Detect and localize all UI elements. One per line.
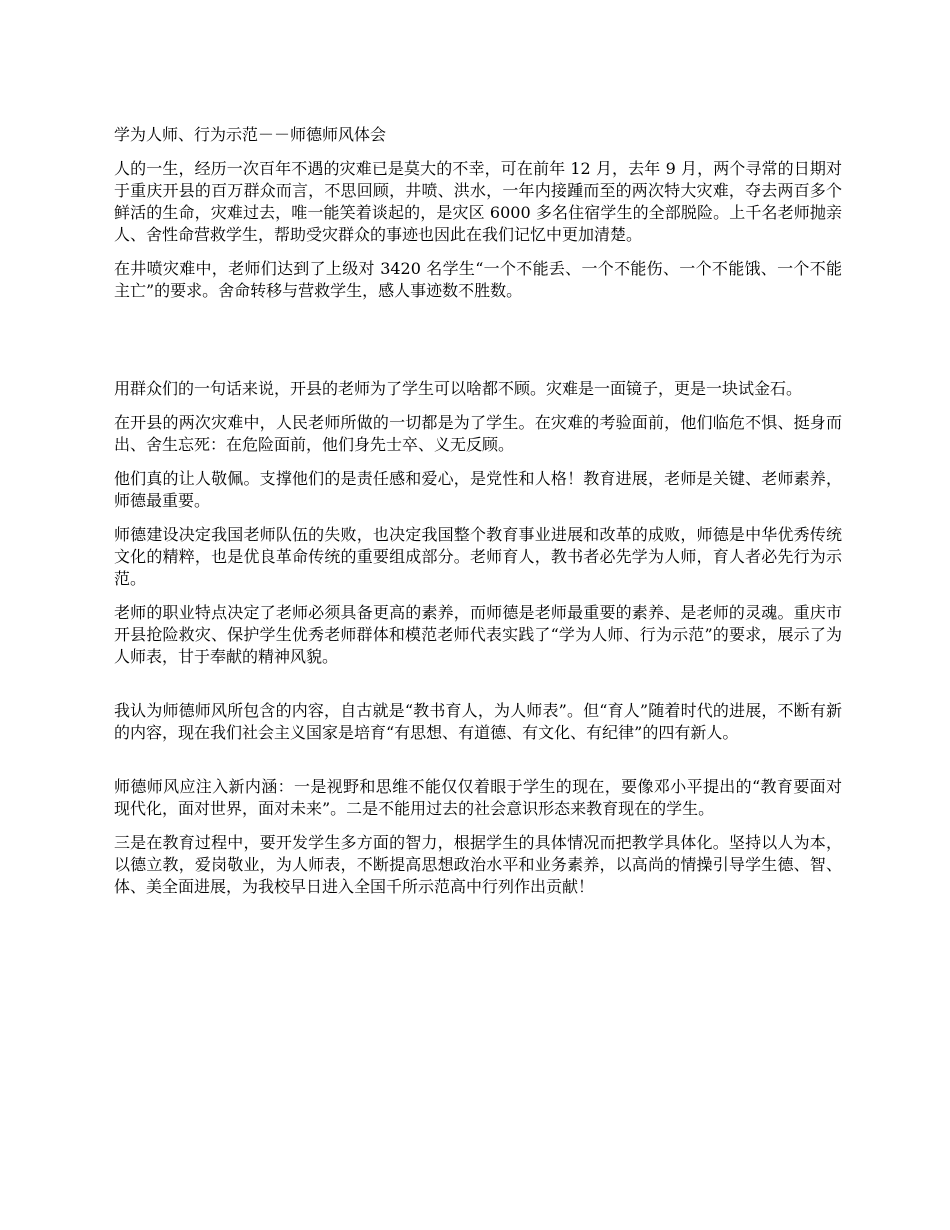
paragraph-7: 老师的职业特点决定了老师必须具备更高的素养，而师德是老师最重要的素养、是老师的灵魂。重庆市开县抢险救灾、保护学生优秀老师群体和模范老师代表实践了“学为人师、行为示范”的要求，展示了为人师表，甘于奉献的精神风貌。 [114, 603, 842, 666]
paragraph-6: 师德建设决定我国老师队伍的失败，也决定我国整个教育事业进展和改革的成败，师德是中华优秀传统文化的精粹，也是优良革命传统的重要组成部分。老师育人，教书者必先学为人师，育人者必先行为示范。 [114, 525, 842, 588]
document-title: 学为人师、行为示范－－师德师风体会 [114, 125, 387, 144]
paragraph-5: 他们真的让人敬佩。支撑他们的是责任感和爱心，是党性和人格！教育进展，老师是关键、老师素养，师德最重要。 [114, 469, 842, 510]
paragraph-3: 用群众们的一句话来说，开县的老师为了学生可以啥都不顾。灾难是一面镜子，更是一块试金石。 [114, 379, 803, 398]
paragraph-8: 我认为师德师风所包含的内容，自古就是“教书育人，为人师表”。但“育人”随着时代的进展，不断有新的内容，现在我们社会主义国家是培育“有思想、有道德、有文化、有纪律”的四有新人。 [114, 701, 842, 742]
paragraph-2: 在井喷灾难中，老师们达到了上级对 3420 名学生“一个不能丢、一个不能伤、一个不能饿、一个不能主亡”的要求。舍命转移与营救学生，感人事迹数不胜数。 [114, 259, 842, 300]
document-page [114, 124, 842, 910]
paragraph-10: 三是在教育过程中，要开发学生多方面的智力，根据学生的具体情况而把教学具体化。坚持以人为本，以德立教，爱岗敬业，为人师表，不断提高思想政治水平和业务素养，以高尚的情操引导学生德、智、体、美全面进展，为我校早日进入全国千所示范高中行列作出贡献！ [114, 833, 842, 896]
section-spacer [114, 314, 842, 378]
section-spacer [114, 680, 842, 700]
paragraph-9: 师德师风应注入新内涵：一是视野和思维不能仅仅着眼于学生的现在，要像邓小平提出的“教育要面对现代化，面对世界，面对未来”。二是不能用过去的社会意识形态来教育现在的学生。 [114, 777, 842, 818]
paragraph-4: 在开县的两次灾难中，人民老师所做的一切都是为了学生。在灾难的考验面前，他们临危不惧、挺身而出、舍生忘死：在危险面前，他们身先士卒、义无反顾。 [114, 413, 842, 454]
paragraph-1: 人的一生，经历一次百年不遇的灾难已是莫大的不幸，可在前年 12 月，去年 9 月，两个寻常的日期对于重庆开县的百万群众而言，不思回顾，井喷、洪水，一年内接踵而至的两次特大灾难，夺去两百多个鲜活的生命，灾难过去，唯一能笑着谈起的，是灾区 6000 多名住宿学生的全部脱险。上千名老师抛亲人、舍性命营救学生，帮助受灾群众的事迹也因此在我们记忆中更加清楚。 [114, 159, 842, 244]
section-spacer [114, 756, 842, 776]
